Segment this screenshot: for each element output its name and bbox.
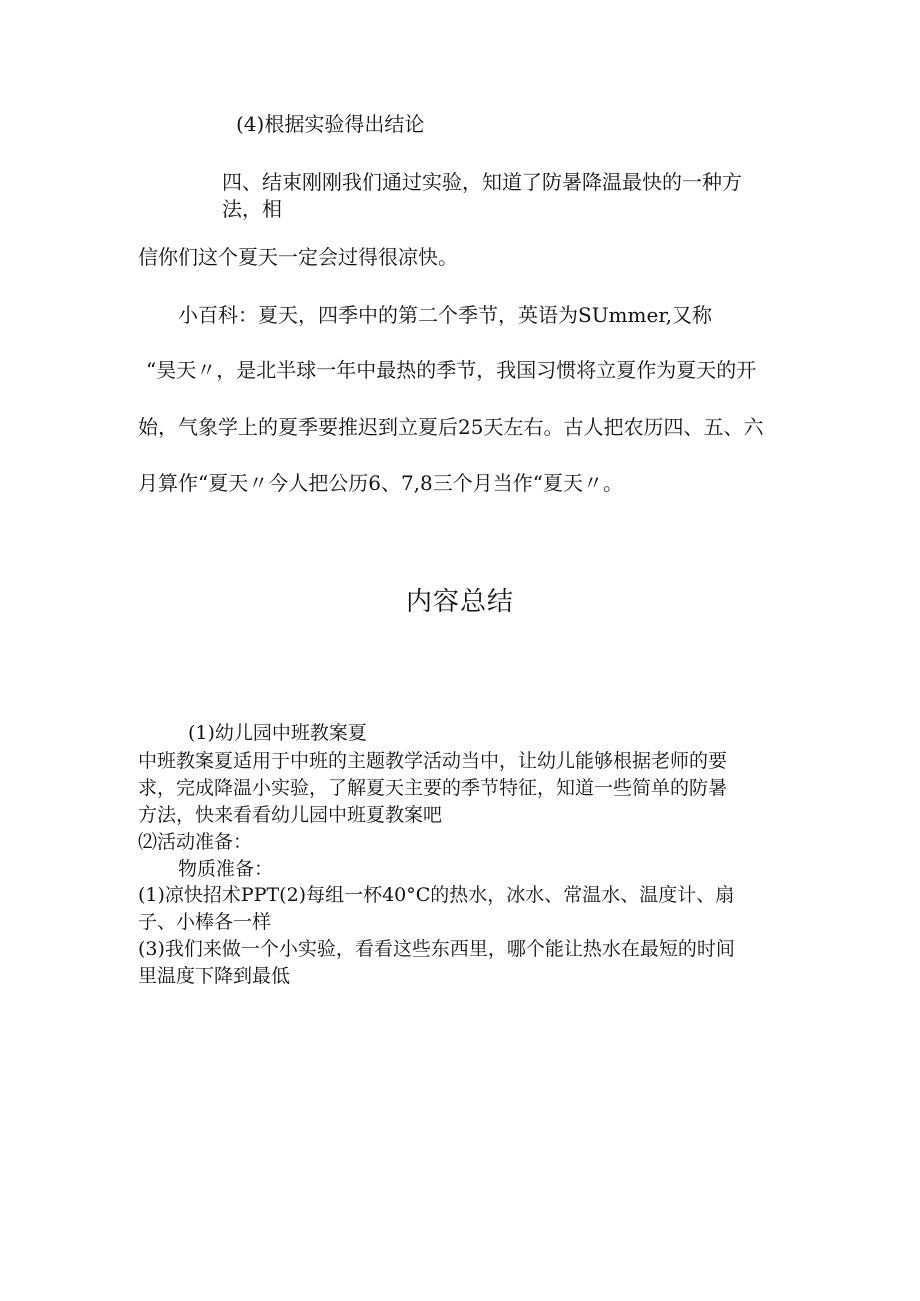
encyclopedia-line-1: 小百科：夏天，四季中的第二个季节，英语为SUmmer,又称 <box>178 303 713 327</box>
summary-title: (1)幼儿园中班教案夏 <box>188 722 367 744</box>
summary-line: 方法，快来看看幼儿园中班夏教案吧 <box>138 804 443 826</box>
section-4-ending-cont: 法，相 <box>222 197 282 221</box>
summary-line: 里温度下降到最低 <box>138 965 291 987</box>
material-prep-heading: 物质准备： <box>178 858 274 880</box>
summary-line: 子、小棒各一样 <box>138 911 272 933</box>
summary-line: (1)凉快招术PPT(2)每组一杯40°C的热水，冰水、常温水、温度计、扇 <box>138 884 735 906</box>
encyclopedia-line-3: 始，气象学上的夏季要推迟到立夏后25天左右。古人把农历四、五、六 <box>138 415 764 439</box>
section-4-ending: 四、结束刚刚我们通过实验，知道了防暑降温最快的一种方 <box>222 170 742 194</box>
step-4-conclusion: (4)根据实验得出结论 <box>236 112 425 136</box>
closing-sentence: 信你们这个夏天一定会过得很凉快。 <box>138 245 458 269</box>
encyclopedia-line-4: 月算作“夏天〃今人把公历6、7,8三个月当作“夏天〃。 <box>138 471 623 495</box>
encyclopedia-line-2: “昊天〃，是北半球一年中最热的季节，我国习惯将立夏作为夏天的开 <box>146 358 757 382</box>
summary-line: (3)我们来做一个小实验，看看这些东西里，哪个能让热水在最短的时间 <box>138 938 735 960</box>
summary-line: 求，完成降温小实验，了解夏天主要的季节特征，知道一些简单的防暑 <box>138 777 728 799</box>
activity-prep-heading: ⑵活动准备： <box>138 831 253 853</box>
summary-heading: 内容总结 <box>405 587 514 617</box>
summary-line: 中班教案夏适用于中班的主题教学活动当中，让幼儿能够根据老师的要 <box>138 750 728 772</box>
